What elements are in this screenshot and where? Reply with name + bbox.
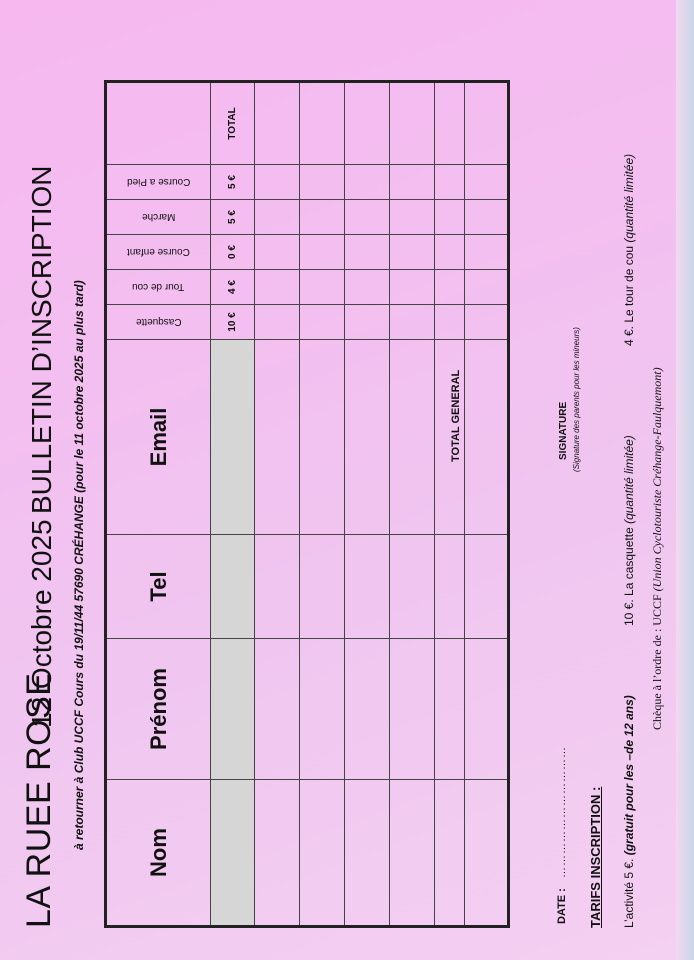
total-row-cell[interactable] xyxy=(465,779,507,925)
total-row-cell[interactable] xyxy=(465,199,507,234)
registration-table xyxy=(104,80,510,928)
entry-cell[interactable] xyxy=(255,164,300,199)
tarif-casquette-price: 10 €. La casquette xyxy=(622,527,636,626)
col-header-course-a-pied xyxy=(107,164,211,199)
entry-cell[interactable] xyxy=(390,779,435,925)
entry-cell[interactable] xyxy=(255,269,300,304)
entry-cell[interactable] xyxy=(435,199,465,234)
entry-cell[interactable] xyxy=(300,83,345,164)
signature-label: SIGNATURE xyxy=(558,401,569,460)
entry-cell[interactable] xyxy=(390,234,435,269)
entry-cell[interactable] xyxy=(300,199,345,234)
col-header-label: Course a Pied xyxy=(126,176,191,188)
price-label: 10 € xyxy=(227,312,238,332)
total-row-cell[interactable] xyxy=(465,339,507,534)
entry-cell[interactable] xyxy=(300,164,345,199)
price-cell-tour-de-cou xyxy=(211,269,255,304)
tarif-tour-de-cou-note: (quantité limitée) xyxy=(622,153,636,243)
entry-cell[interactable] xyxy=(300,269,345,304)
price-cell-casquette xyxy=(211,304,255,339)
return-note: à retourner à Club UCCF Cours du 19/11/44 57690 CRÉHANGE (pour le 11 octobre 2025 au plus tard) xyxy=(72,280,86,850)
entry-cell[interactable] xyxy=(435,269,465,304)
tarif-activity-note: (gratuit pour les –de 12 ans) xyxy=(622,695,636,856)
cheque-instructions xyxy=(650,367,665,730)
col-header-label: Marche xyxy=(141,211,176,223)
entry-cell[interactable] xyxy=(390,304,435,339)
tarif-casquette xyxy=(622,435,636,626)
col-header-label: Tel xyxy=(145,571,171,602)
entry-cell[interactable] xyxy=(255,304,300,339)
col-header-label: Prénom xyxy=(145,668,171,750)
cheque-organization: (Union Cyclotouriste Créhange-Faulquemont) xyxy=(650,367,664,592)
col-header-casquette xyxy=(107,304,211,339)
tarifs-title: TARIFS INSCRIPTION : xyxy=(588,786,603,928)
entry-cell[interactable] xyxy=(435,779,465,925)
col-header-email xyxy=(107,339,211,534)
price-cell xyxy=(211,638,255,779)
total-row-cell[interactable] xyxy=(465,269,507,304)
price-cell xyxy=(211,779,255,925)
col-header-total xyxy=(107,83,211,164)
price-label: 5 € xyxy=(227,175,238,189)
tarif-activity-price: L’activité 5 €. xyxy=(622,858,636,928)
cheque-prefix: Chèque à l’ordre de : UCCF xyxy=(650,594,664,730)
price-cell-course-enfant xyxy=(211,234,255,269)
entry-cell[interactable] xyxy=(300,234,345,269)
total-row-cell[interactable] xyxy=(465,534,507,638)
col-header-label: Nom xyxy=(145,828,171,877)
entry-cell[interactable] xyxy=(345,339,390,534)
tarif-tour-de-cou xyxy=(622,154,636,346)
entry-cell[interactable] xyxy=(435,164,465,199)
entry-cell[interactable] xyxy=(345,164,390,199)
entry-cell[interactable] xyxy=(435,83,465,164)
date-label: DATE : xyxy=(556,888,568,924)
col-header-prenom xyxy=(107,638,211,779)
col-header-course-enfant xyxy=(107,234,211,269)
entry-cell[interactable] xyxy=(390,269,435,304)
entry-cell[interactable] xyxy=(435,304,465,339)
entry-cell[interactable] xyxy=(345,199,390,234)
entry-cell[interactable] xyxy=(300,339,345,534)
event-name: LA RUEE ROSE xyxy=(20,672,58,928)
col-header-tel xyxy=(107,534,211,638)
entry-cell[interactable] xyxy=(255,83,300,164)
entry-cell[interactable] xyxy=(390,83,435,164)
price-cell xyxy=(211,534,255,638)
entry-cell[interactable] xyxy=(390,638,435,779)
price-label: 5 € xyxy=(227,210,238,224)
entry-cell[interactable] xyxy=(390,164,435,199)
entry-cell[interactable] xyxy=(435,234,465,269)
date-field[interactable]: …………………………… xyxy=(556,746,568,878)
price-cell-course-a-pied xyxy=(211,164,255,199)
entry-cell[interactable] xyxy=(345,234,390,269)
entry-cell[interactable] xyxy=(345,304,390,339)
entry-cell[interactable] xyxy=(300,304,345,339)
total-general-label: TOTAL GENERAL xyxy=(450,369,462,462)
event-date: 12 Octobre 2025 xyxy=(26,519,57,728)
col-header-label: Email xyxy=(145,407,171,467)
entry-cell[interactable] xyxy=(435,638,465,779)
entry-cell[interactable] xyxy=(390,199,435,234)
total-row-cell[interactable] xyxy=(465,83,507,164)
entry-cell[interactable] xyxy=(300,534,345,638)
entry-cell[interactable] xyxy=(255,339,300,534)
entry-cell[interactable] xyxy=(345,534,390,638)
entry-cell[interactable] xyxy=(255,638,300,779)
entry-cell[interactable] xyxy=(390,339,435,534)
entry-cell[interactable] xyxy=(345,269,390,304)
entry-cell[interactable] xyxy=(300,779,345,925)
entry-cell[interactable] xyxy=(255,534,300,638)
col-header-label: Tour de cou xyxy=(132,281,185,293)
price-cell-total xyxy=(211,83,255,164)
tarif-tour-de-cou-price: 4 €. Le tour de cou xyxy=(622,245,636,346)
col-header-marche xyxy=(107,199,211,234)
form-title: BULLETIN D’INSCRIPTION xyxy=(26,165,57,514)
total-row-cell[interactable] xyxy=(465,234,507,269)
total-row-cell[interactable] xyxy=(465,638,507,779)
entry-cell[interactable] xyxy=(345,779,390,925)
price-label: 0 € xyxy=(227,245,238,259)
signature-note: (Signature des parents pour les mineurs) xyxy=(572,327,581,472)
entry-cell[interactable] xyxy=(255,779,300,925)
entry-cell[interactable] xyxy=(390,534,435,638)
col-header-label: Course enfant xyxy=(127,246,190,258)
entry-cell[interactable] xyxy=(345,83,390,164)
tarif-casquette-note: (quantité limitée) xyxy=(622,435,636,524)
total-row-cell[interactable] xyxy=(465,164,507,199)
col-header-label: Casquette xyxy=(135,316,182,328)
total-label: TOTAL xyxy=(227,107,238,140)
entry-cell[interactable] xyxy=(255,199,300,234)
price-cell-marche xyxy=(211,199,255,234)
price-label: 4 € xyxy=(227,280,238,294)
entry-cell[interactable] xyxy=(435,534,465,638)
price-cell xyxy=(211,339,255,534)
entry-cell[interactable] xyxy=(300,638,345,779)
col-header-tour-de-cou xyxy=(107,269,211,304)
entry-cell[interactable] xyxy=(345,638,390,779)
total-row-cell[interactable] xyxy=(465,304,507,339)
entry-cell[interactable] xyxy=(255,234,300,269)
col-header-nom xyxy=(107,779,211,925)
tarif-activity xyxy=(622,695,636,928)
